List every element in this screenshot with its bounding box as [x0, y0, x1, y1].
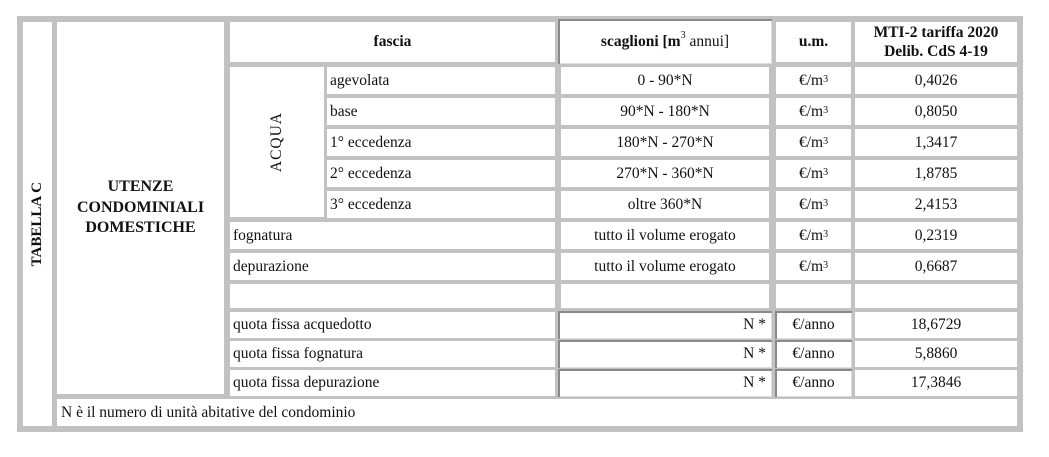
category-line-3: DOMESTICHE	[85, 219, 196, 237]
row-value: 1,3417	[855, 129, 1017, 156]
footnote: N è il numero di unità abitative del condominio	[57, 399, 1017, 426]
header-tariff	[855, 22, 1017, 62]
row-um: €/m $^3$	[776, 253, 851, 280]
row-scaglione: 180*N - 270*N	[561, 129, 769, 156]
empty-row-value	[855, 284, 1017, 308]
row-value: 1,8785	[855, 160, 1017, 187]
header-scaglioni	[558, 19, 772, 64]
header-fascia: fascia	[230, 22, 555, 62]
row-scaglione: tutto il volume erogato	[561, 222, 769, 249]
row-label: agevolata	[327, 67, 555, 94]
category-line-1: UTENZE	[107, 177, 174, 195]
row-value: 2,4153	[855, 191, 1017, 218]
row-um: €/m $^3$	[776, 160, 851, 187]
row-scaglione: 0 - 90*N	[561, 67, 769, 94]
row-label: depurazione	[230, 253, 555, 280]
category-line-2: CONDOMINIALI	[76, 198, 205, 216]
row-value: 0,2319	[855, 222, 1017, 249]
row-um: €/m $^3$	[776, 129, 851, 156]
fixed-row-value: 18,6729	[855, 312, 1017, 338]
row-label: fognatura	[230, 222, 555, 249]
row-value: 0,4026	[855, 67, 1017, 94]
fixed-row-um: €/anno	[775, 311, 852, 339]
fixed-row-um: €/anno	[775, 369, 852, 397]
row-um: €/m $^3$	[776, 191, 851, 218]
row-um: €/m $^3$	[776, 98, 851, 125]
acqua-label: ACQUA	[268, 111, 286, 173]
header-scaglioni-sup: 3	[680, 30, 686, 42]
fixed-row-scaglione: N *	[558, 369, 772, 397]
fixed-row-scaglione: N *	[558, 311, 772, 339]
empty-row-um	[776, 284, 851, 308]
table-label-cell	[23, 22, 52, 426]
row-label: 2° eccedenza	[327, 160, 555, 187]
fixed-row-scaglione: N *	[558, 340, 772, 368]
row-label: base	[327, 98, 555, 125]
header-um: u.m.	[776, 22, 851, 62]
row-scaglione: oltre 360*N	[561, 191, 769, 218]
row-scaglione: 90*N - 180*N	[561, 98, 769, 125]
header-scaglioni-prefix: scaglioni [m	[600, 32, 681, 50]
header-scaglioni-suffix: annui]	[685, 32, 730, 50]
fixed-row-um: €/anno	[775, 340, 852, 368]
row-label: 1° eccedenza	[327, 129, 555, 156]
fixed-row-label: quota fissa fognatura	[230, 341, 555, 367]
empty-row-scaglione	[561, 284, 769, 308]
row-value: 0,6687	[855, 253, 1017, 280]
row-um: €/m $^3$	[776, 67, 851, 94]
table-label: TABELLA C	[28, 181, 45, 267]
fixed-row-label: quota fissa acquedotto	[230, 312, 555, 338]
empty-row-label	[230, 284, 555, 308]
fixed-row-value: 5,8860	[855, 341, 1017, 367]
header-tariff-line-1: MTI-2 tariffa 2020	[873, 23, 999, 41]
category-cell	[57, 22, 224, 394]
row-scaglione: tutto il volume erogato	[561, 253, 769, 280]
row-scaglione: 270*N - 360*N	[561, 160, 769, 187]
header-tariff-line-2: Delib. CdS 4-19	[884, 43, 988, 60]
acqua-group-cell	[230, 67, 324, 217]
fixed-row-value: 17,3846	[855, 370, 1017, 396]
row-value: 0,8050	[855, 98, 1017, 125]
row-um: €/m $^3$	[776, 222, 851, 249]
row-label: 3° eccedenza	[327, 191, 555, 218]
fixed-row-label: quota fissa depurazione	[230, 370, 555, 396]
